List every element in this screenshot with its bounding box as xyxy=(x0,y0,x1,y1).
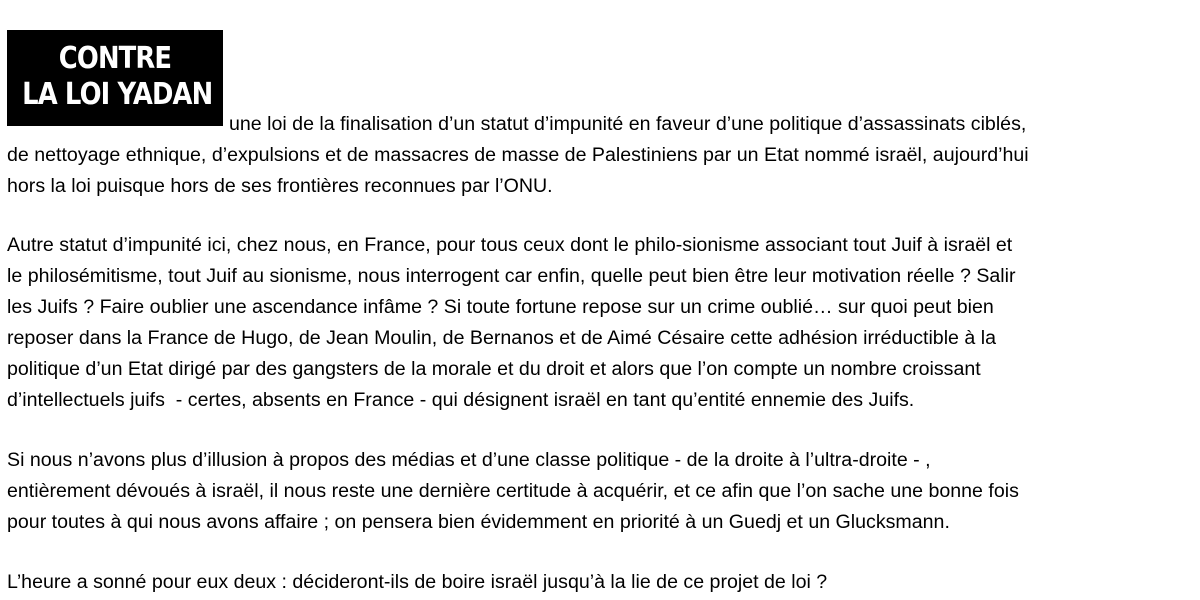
paragraph-3-line-2: entièrement dévoués à israël, il nous reste une dernière certitude à acquérir, et ce afin que l’on sache une bonne fois xyxy=(7,480,1019,502)
paragraph-1-line-3: hors la loi puisque hors de ses frontières reconnues par l’ONU. xyxy=(7,175,553,197)
paragraph-3-line-1: Si nous n’avons plus d’illusion à propos des médias et d’une classe politique - de la droite à l’ultra-droite - , xyxy=(7,449,931,471)
contre-la-loi-yadan-logo xyxy=(7,30,223,126)
paragraph-2-line-4: reposer dans la France de Hugo, de Jean Moulin, de Bernanos et de Aimé Césaire cette adhésion irréductible à la xyxy=(7,327,996,349)
paragraph-4-line-1: L’heure a sonné pour eux deux : décideront-ils de boire israël jusqu’à la lie de ce projet de loi ? xyxy=(7,571,828,593)
logo-line-1: CONTRE xyxy=(58,41,172,76)
logo-line-2: LA LOI YADAN xyxy=(22,77,213,112)
paragraph-2-line-2: le philosémitisme, tout Juif au sionisme, nous interrogent car enfin, quelle peut bien être leur motivation réelle ? Salir xyxy=(7,265,1016,287)
paragraph-3-line-3: pour toutes à qui nous avons affaire ; on pensera bien évidemment en priorité à un Guedj et un Glucksmann. xyxy=(7,511,950,533)
paragraph-2-line-5: politique d’un Etat dirigé par des gangsters de la morale et du droit et alors que l’on compte un nombre croissant xyxy=(7,358,981,380)
paragraph-1-line-2: de nettoyage ethnique, d’expulsions et de massacres de masse de Palestiniens par un Etat nommé israël, aujourd’hui xyxy=(7,144,1029,166)
paragraph-2-line-1: Autre statut d’impunité ici, chez nous, en France, pour tous ceux dont le philo-sionisme associant tout Juif à israël et xyxy=(7,234,1013,256)
paragraph-2-line-3: les Juifs ? Faire oublier une ascendance infâme ? Si toute fortune repose sur un crime oublié… sur quoi peut bien xyxy=(7,296,994,318)
paragraph-1-line-1: une loi de la finalisation d’un statut d’impunité en faveur d’une politique d’assassinats ciblés, xyxy=(229,113,1027,135)
paragraph-2-line-6: d’intellectuels juifs - certes, absents en France - qui désignent israël en tant qu’entité ennemie des Juifs. xyxy=(7,389,915,411)
